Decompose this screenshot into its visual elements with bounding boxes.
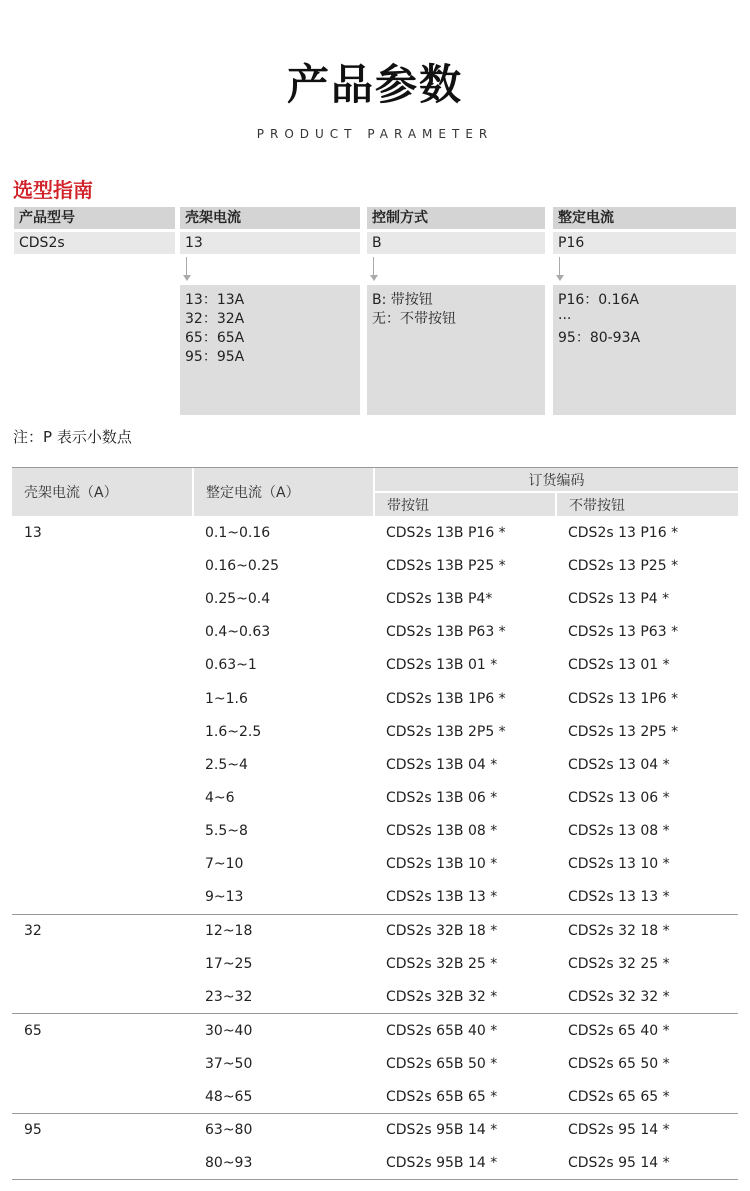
guide-option: 65：65A <box>185 330 245 346</box>
guide-option: B: 带按钮 <box>372 292 433 308</box>
cell-setting: 7~10 <box>205 856 244 873</box>
cell-frame <box>12 881 193 914</box>
cell-without: CDS2s 13 1P6 * <box>568 690 679 707</box>
guide-option: 95：80-93A <box>558 330 641 346</box>
guide-heading: 选型指南 <box>13 178 93 202</box>
cell-with: CDS2s 32B 25 * <box>386 956 498 973</box>
table-row <box>12 549 738 582</box>
guide-note: 注：P 表示小数点 <box>13 428 132 446</box>
table-row <box>12 782 738 815</box>
cell-setting: 80~93 <box>193 1147 374 1180</box>
guide-column <box>180 207 360 417</box>
cell-without: CDS2s 13 P16 * <box>568 524 679 541</box>
cell-frame <box>12 981 193 1014</box>
cell-frame: 65 <box>24 1022 42 1039</box>
table-row <box>12 1113 738 1146</box>
arrow-down-icon <box>556 275 564 281</box>
guide-options-box <box>367 285 545 415</box>
cell-setting: 37~50 <box>205 1055 253 1072</box>
cell-without: CDS2s 32 18 * <box>568 923 670 940</box>
cell-without: CDS2s 13 08 * <box>568 823 670 840</box>
cell-without: CDS2s 13 10 * <box>568 856 670 873</box>
guide-column <box>367 207 545 417</box>
col-header-without-button: 不带按钮 <box>556 492 738 516</box>
cell-with: CDS2s 95B 14 * <box>386 1122 498 1139</box>
guide-column-header: 产品型号 <box>14 207 175 229</box>
cell-with: CDS2s 13B 06 * <box>386 790 498 807</box>
cell-without: CDS2s 13 2P5 * <box>568 723 679 740</box>
table-row <box>12 914 738 947</box>
cell-without: CDS2s 65 65 * <box>556 1080 738 1113</box>
cell-setting: 5.5~8 <box>205 823 248 840</box>
cell-without: CDS2s 13 13 * <box>556 881 738 914</box>
guide-column-value: B <box>367 232 545 254</box>
guide-column-header: 控制方式 <box>367 207 545 229</box>
guide-column-value: P16 <box>553 232 736 254</box>
cell-with: CDS2s 13B P4* <box>386 590 493 607</box>
cell-frame <box>12 1047 193 1080</box>
table-row <box>12 748 738 781</box>
guide-options-box <box>553 285 736 415</box>
cell-frame <box>12 748 193 781</box>
cell-frame: 95 <box>24 1122 42 1139</box>
guide-column <box>14 207 175 417</box>
page-title: 产品参数 <box>286 60 463 109</box>
cell-without: CDS2s 95 14 * <box>556 1147 738 1180</box>
cell-without: CDS2s 13 P25 * <box>568 557 679 574</box>
page-subtitle: PRODUCT PARAMETER <box>256 127 494 141</box>
cell-with: CDS2s 32B 32 * <box>374 981 556 1014</box>
table-row <box>12 1147 738 1180</box>
cell-setting: 0.25~0.4 <box>205 590 271 607</box>
cell-with: CDS2s 65B 40 * <box>386 1022 498 1039</box>
cell-setting: 1.6~2.5 <box>205 723 262 740</box>
guide-options-box <box>180 285 360 415</box>
cell-without: CDS2s 65 40 * <box>568 1022 670 1039</box>
col-header-order: 订货编码 <box>374 468 738 492</box>
cell-setting: 30~40 <box>205 1022 253 1039</box>
cell-with: CDS2s 13B 13 * <box>374 881 556 914</box>
cell-setting: 4~6 <box>205 790 235 807</box>
cell-setting: 63~80 <box>205 1122 253 1139</box>
table-row <box>12 1080 738 1113</box>
table-row <box>12 1047 738 1080</box>
table-row <box>12 649 738 682</box>
cell-setting: 1~1.6 <box>205 690 248 707</box>
table-row <box>12 815 738 848</box>
cell-frame <box>12 682 193 715</box>
cell-setting: 2.5~4 <box>205 756 248 773</box>
col-header-with-button: 带按钮 <box>374 492 556 516</box>
cell-without: CDS2s 13 P63 * <box>568 624 679 641</box>
guide-column-header: 整定电流 <box>553 207 736 229</box>
cell-without: CDS2s 13 06 * <box>568 790 670 807</box>
cell-frame <box>12 782 193 815</box>
cell-setting: 23~32 <box>193 981 374 1014</box>
cell-setting: 0.63~1 <box>205 657 257 674</box>
table-row <box>12 881 738 914</box>
cell-frame <box>12 549 193 582</box>
cell-with: CDS2s 65B 65 * <box>374 1080 556 1113</box>
cell-without: CDS2s 95 14 * <box>568 1122 670 1139</box>
cell-setting: 9~13 <box>193 881 374 914</box>
cell-with: CDS2s 95B 14 * <box>374 1147 556 1180</box>
arrow-down-icon <box>183 275 191 281</box>
table-body <box>12 516 738 1180</box>
cell-setting: 48~65 <box>193 1080 374 1113</box>
col-header-frame: 壳架电流（A） <box>12 468 193 516</box>
cell-setting: 17~25 <box>205 956 253 973</box>
guide-option: 无：不带按钮 <box>372 311 456 327</box>
cell-without: CDS2s 32 25 * <box>568 956 670 973</box>
table-row <box>12 715 738 748</box>
cell-setting: 0.1~0.16 <box>205 524 271 541</box>
cell-frame <box>12 947 193 980</box>
cell-frame <box>12 616 193 649</box>
cell-with: CDS2s 13B 04 * <box>386 756 498 773</box>
guide-column <box>553 207 736 417</box>
guide-column-header: 壳架电流 <box>180 207 360 229</box>
cell-without: CDS2s 13 P4 * <box>568 590 670 607</box>
guide-option: 95：95A <box>185 349 245 365</box>
cell-frame <box>12 582 193 615</box>
cell-with: CDS2s 13B 10 * <box>386 856 498 873</box>
col-header-setting: 整定电流（A） <box>193 468 374 516</box>
table-row <box>12 616 738 649</box>
cell-without: CDS2s 65 50 * <box>568 1055 670 1072</box>
table-row <box>12 947 738 980</box>
order-code-table <box>12 468 738 1180</box>
cell-with: CDS2s 32B 18 * <box>386 923 498 940</box>
cell-with: CDS2s 13B 08 * <box>386 823 498 840</box>
cell-frame <box>12 848 193 881</box>
cell-frame <box>12 649 193 682</box>
cell-setting: 0.16~0.25 <box>205 557 280 574</box>
table-row <box>12 981 738 1014</box>
guide-option: 13：13A <box>185 292 245 308</box>
cell-with: CDS2s 13B 1P6 * <box>386 690 506 707</box>
table-row <box>12 682 738 715</box>
cell-with: CDS2s 13B 2P5 * <box>386 723 506 740</box>
cell-without: CDS2s 32 32 * <box>556 981 738 1014</box>
table-row <box>12 582 738 615</box>
cell-with: CDS2s 65B 50 * <box>386 1055 498 1072</box>
guide-option: P16：0.16A <box>558 292 640 308</box>
cell-frame <box>12 715 193 748</box>
cell-setting: 0.4~0.63 <box>205 624 271 641</box>
cell-setting: 12~18 <box>205 923 253 940</box>
cell-frame <box>12 815 193 848</box>
cell-without: CDS2s 13 04 * <box>568 756 670 773</box>
cell-frame <box>12 1080 193 1113</box>
guide-option: 32：32A <box>185 311 245 327</box>
cell-with: CDS2s 13B P63 * <box>386 624 506 641</box>
cell-frame: 32 <box>24 923 42 940</box>
guide-column-value: 13 <box>180 232 360 254</box>
cell-without: CDS2s 13 01 * <box>568 657 670 674</box>
arrow-down-icon <box>370 275 378 281</box>
table-row <box>12 1014 738 1047</box>
guide-column-value: CDS2s <box>14 232 175 254</box>
cell-frame: 13 <box>24 524 42 541</box>
table-row <box>12 516 738 549</box>
cell-with: CDS2s 13B P16 * <box>386 524 506 541</box>
cell-with: CDS2s 13B P25 * <box>386 557 506 574</box>
guide-option: ··· <box>558 311 572 327</box>
cell-with: CDS2s 13B 01 * <box>386 657 498 674</box>
table-row <box>12 848 738 881</box>
cell-frame <box>12 1147 193 1180</box>
